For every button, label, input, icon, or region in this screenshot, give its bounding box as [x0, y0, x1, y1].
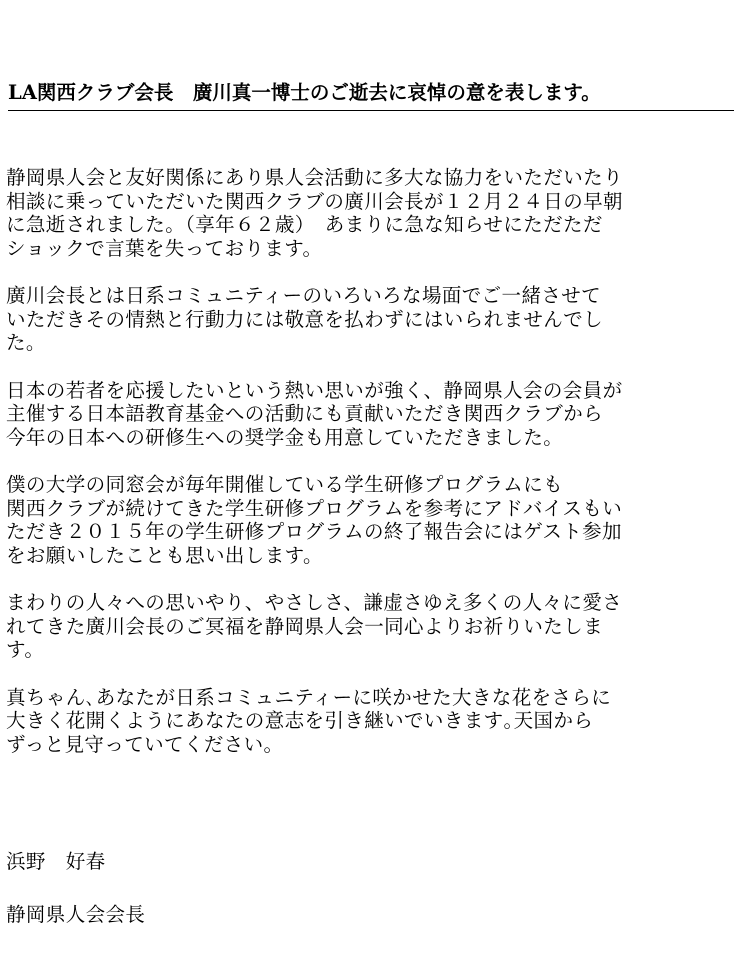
- text-line: ショックで言葉を失っております。: [6, 236, 323, 260]
- text-line: 真ちゃん､あなたが日系コミュニティーに咲かせた大きな花をさらに: [6, 685, 612, 709]
- text-line: 大きく花開くようにあなたの意志を引き継いでいきます｡天国から: [6, 709, 594, 732]
- paragraph-6: [6, 686, 738, 757]
- letter-body: [6, 166, 738, 780]
- text-line: す。: [6, 638, 45, 661]
- text-line: いただきその情熱と行動力には敬意を払わずにはいられませんでし: [6, 307, 604, 331]
- signature-block: [6, 850, 406, 927]
- paragraph-4: [6, 473, 738, 567]
- text-line: ただき２０１５年の学生研修プログラムの終了報告会にはゲスト参加: [6, 520, 622, 543]
- paragraph-5: [6, 591, 738, 662]
- text-line: 関西クラブが続けてきた学生研修プログラムを参考にアドバイスもい: [6, 496, 623, 520]
- text-line: 相談に乗っていただいた関西クラブの廣川会長が１２月２４日の早朝: [6, 189, 623, 213]
- text-line: 主催する日本語教育基金への活動にも貢献いただき関西クラブから: [6, 402, 604, 425]
- text-line: 僕の大学の同窓会が毎年開催している学生研修プログラムにも: [6, 473, 564, 496]
- signer-name: 浜野 好春: [6, 850, 106, 873]
- text-line: まわりの人々への思いやり、やさしさ、謙虚さゆえ多くの人々に愛さ: [6, 591, 623, 614]
- text-line: れてきた廣川会長のご冥福を静岡県人会一同心よりお祈りいたしま: [6, 614, 604, 638]
- paragraph-3: [6, 379, 738, 450]
- text-line: をお願いしたことも思い出します。: [6, 543, 323, 567]
- text-line: 静岡県人会と友好関係にあり県人会活動に多大な協力をいただいたり: [6, 166, 623, 189]
- text-line: 今年の日本への研修生への奨学金も用意していただきました。: [6, 425, 564, 449]
- text-line: 日本の若者を応援したいという熱い思いが強く、静岡県人会の会員が: [6, 378, 623, 402]
- text-line: ずっと見守っていてください。: [6, 732, 284, 756]
- signer-position: 静岡県人会会長: [6, 903, 146, 926]
- paragraph-1: [6, 166, 738, 260]
- letter-title: LA関西クラブ会長 廣川真一博士のご逝去に哀悼の意を表します。: [8, 76, 734, 111]
- paragraph-2: [6, 284, 738, 355]
- text-line: た。: [6, 331, 46, 354]
- text-line: に急逝されました。（享年６２歳） あまりに急な知らせにただただ: [6, 213, 603, 236]
- text-line: 廣川会長とは日系コミュニティーのいろいろな場面でご一緒させて: [6, 284, 602, 307]
